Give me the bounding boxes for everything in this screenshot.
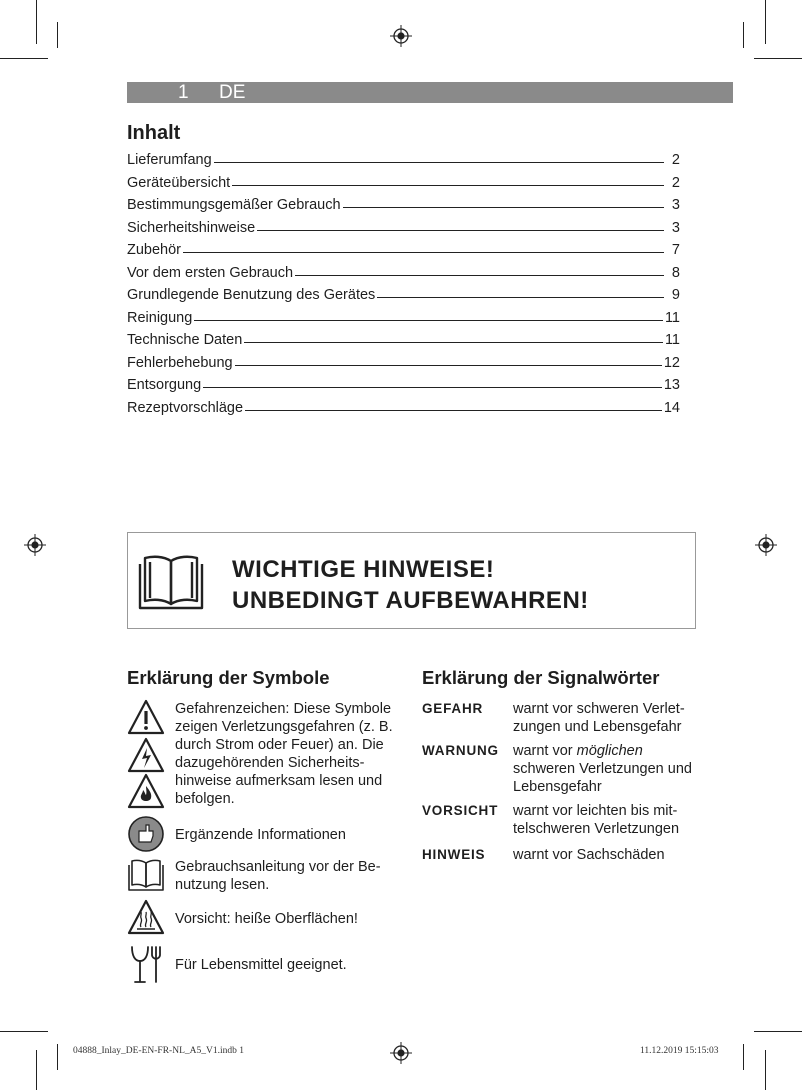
- toc-leader-line: [343, 207, 664, 208]
- toc-entry-page: 12: [663, 354, 680, 371]
- toc-entry: [127, 265, 680, 288]
- toc-entry-title: Vor dem ersten Gebrauch: [127, 264, 294, 281]
- toc-entry-title: Geräteübersicht: [127, 174, 231, 191]
- toc-entry-page: 14: [663, 399, 680, 416]
- crop-mark: [0, 58, 48, 59]
- signal-description: warnt vor Sachschäden: [513, 847, 665, 863]
- crop-mark: [743, 1044, 744, 1070]
- hot-surface-text: Vorsicht: heiße Oberflächen!: [175, 911, 358, 927]
- toc-entry: [127, 377, 680, 400]
- crop-mark: [765, 0, 766, 44]
- crop-mark: [0, 1031, 48, 1032]
- signal-key: VORSICHT: [422, 803, 499, 818]
- manual-symbol-text: Gebrauchsanleitung vor der Be-nutzung lesen.: [175, 859, 381, 893]
- toc-entry-title: Reinigung: [127, 309, 193, 326]
- signal-words-heading: Erklärung der Signalwörter: [422, 667, 660, 688]
- important-notice-box: [127, 532, 696, 629]
- crop-mark: [36, 0, 37, 44]
- toc-entry-title: Sicherheitshinweise: [127, 219, 256, 236]
- toc-leader-line: [203, 387, 662, 388]
- symbols-heading: Erklärung der Symbole: [127, 667, 330, 688]
- toc-leader-line: [295, 275, 664, 276]
- signal-key: WARNUNG: [422, 743, 499, 758]
- emphasis: möglichen: [576, 743, 643, 759]
- toc-entry: [127, 175, 680, 198]
- info-symbol-text: Ergänzende Informationen: [175, 827, 346, 843]
- crop-mark: [36, 1050, 37, 1090]
- notice-line-2: UNBEDINGT AUFBEWAHREN!: [232, 587, 589, 614]
- toc-leader-line: [257, 230, 664, 231]
- food-safe-text: Für Lebensmittel geeignet.: [175, 957, 347, 973]
- language-code: DE: [219, 82, 246, 103]
- crop-mark: [57, 1044, 58, 1070]
- toc-entry: [127, 152, 680, 175]
- toc-entry: [127, 310, 680, 333]
- toc-entry-title: Technische Daten: [127, 332, 243, 348]
- signal-description: warnt vor schweren Verlet-zungen und Lebensgefahr: [513, 701, 685, 735]
- food-safe-icon: [129, 944, 165, 986]
- crop-mark: [765, 1050, 766, 1090]
- toc-title: Inhalt: [127, 122, 181, 144]
- crop-mark: [754, 1031, 802, 1032]
- toc-leader-line: [377, 297, 664, 298]
- toc-leader-line: [235, 365, 662, 366]
- registration-mark-icon: [24, 534, 46, 556]
- toc-entry: [127, 287, 680, 310]
- toc-entry-page: 7: [671, 242, 680, 258]
- crop-mark: [743, 22, 744, 48]
- fire-hazard-icon: [127, 773, 165, 809]
- toc-entry-title: Rezeptvorschläge: [127, 399, 244, 416]
- toc-entry-title: Fehlerbehebung: [127, 354, 233, 371]
- toc-entry-page: 2: [671, 174, 680, 191]
- toc-entry-title: Lieferumfang: [127, 152, 212, 168]
- toc-entry: [127, 197, 680, 220]
- toc-entry: [127, 332, 680, 355]
- toc-leader-line: [245, 410, 662, 411]
- electric-hazard-icon: [127, 737, 165, 773]
- signal-key: HINWEIS: [422, 847, 486, 862]
- registration-mark-icon: [390, 25, 412, 47]
- toc-leader-line: [183, 252, 664, 253]
- toc-entry-page: 3: [671, 219, 680, 236]
- page-header-bar: [127, 82, 733, 103]
- toc-leader-line: [194, 320, 663, 321]
- crop-mark: [754, 58, 802, 59]
- toc-leader-line: [244, 342, 663, 343]
- toc-entry: [127, 220, 680, 243]
- manual-book-icon: [127, 858, 165, 892]
- toc-entry-page: 11: [664, 309, 680, 326]
- signal-description: warnt vor leichten bis mit-telschweren Verletzungen: [513, 803, 680, 837]
- toc-entry-page: 11: [664, 332, 680, 348]
- registration-mark-icon: [755, 534, 777, 556]
- table-of-contents: [127, 152, 680, 422]
- hot-surface-icon: [127, 899, 165, 935]
- open-book-icon: [137, 553, 205, 611]
- toc-entry-title: Bestimmungsgemäßer Gebrauch: [127, 197, 341, 213]
- toc-entry-page: 8: [671, 264, 680, 281]
- toc-entry-title: Zubehör: [127, 242, 182, 258]
- footer-timestamp: 11.12.2019 15:15:03: [640, 1046, 719, 1056]
- toc-entry: [127, 242, 680, 265]
- toc-entry-title: Entsorgung: [127, 377, 202, 393]
- toc-entry-title: Grundlegende Benutzung des Gerätes: [127, 287, 376, 303]
- toc-entry-page: 2: [671, 152, 680, 168]
- page-number: 1: [178, 82, 189, 103]
- registration-mark-icon: [390, 1042, 412, 1064]
- toc-entry-page: 9: [671, 287, 680, 303]
- warning-triangle-icon: [127, 699, 165, 735]
- crop-mark: [57, 22, 58, 48]
- toc-entry: [127, 355, 680, 378]
- toc-entry-page: 13: [663, 377, 680, 393]
- toc-entry-page: 3: [671, 197, 680, 213]
- danger-symbols-text: Gefahrenzeichen: Diese Symbole zeigen Verletzungsgefahren (z. B. durch Strom oder Feuer) an. Die dazugehörenden Sicherheits-hinweise aufmerksam lesen und befolgen.: [175, 701, 393, 807]
- footer-file-slug: 04888_Inlay_DE-EN-FR-NL_A5_V1.indb 1: [73, 1046, 244, 1056]
- signal-key: GEFAHR: [422, 701, 484, 716]
- signal-description: warnt vor möglichen schweren Verletzungen und Lebensgefahr: [513, 743, 692, 795]
- notice-line-1: WICHTIGE HINWEISE!: [232, 556, 495, 583]
- toc-leader-line: [214, 162, 664, 163]
- toc-entry: [127, 400, 680, 423]
- info-hand-icon: [127, 816, 165, 852]
- toc-leader-line: [232, 185, 664, 186]
